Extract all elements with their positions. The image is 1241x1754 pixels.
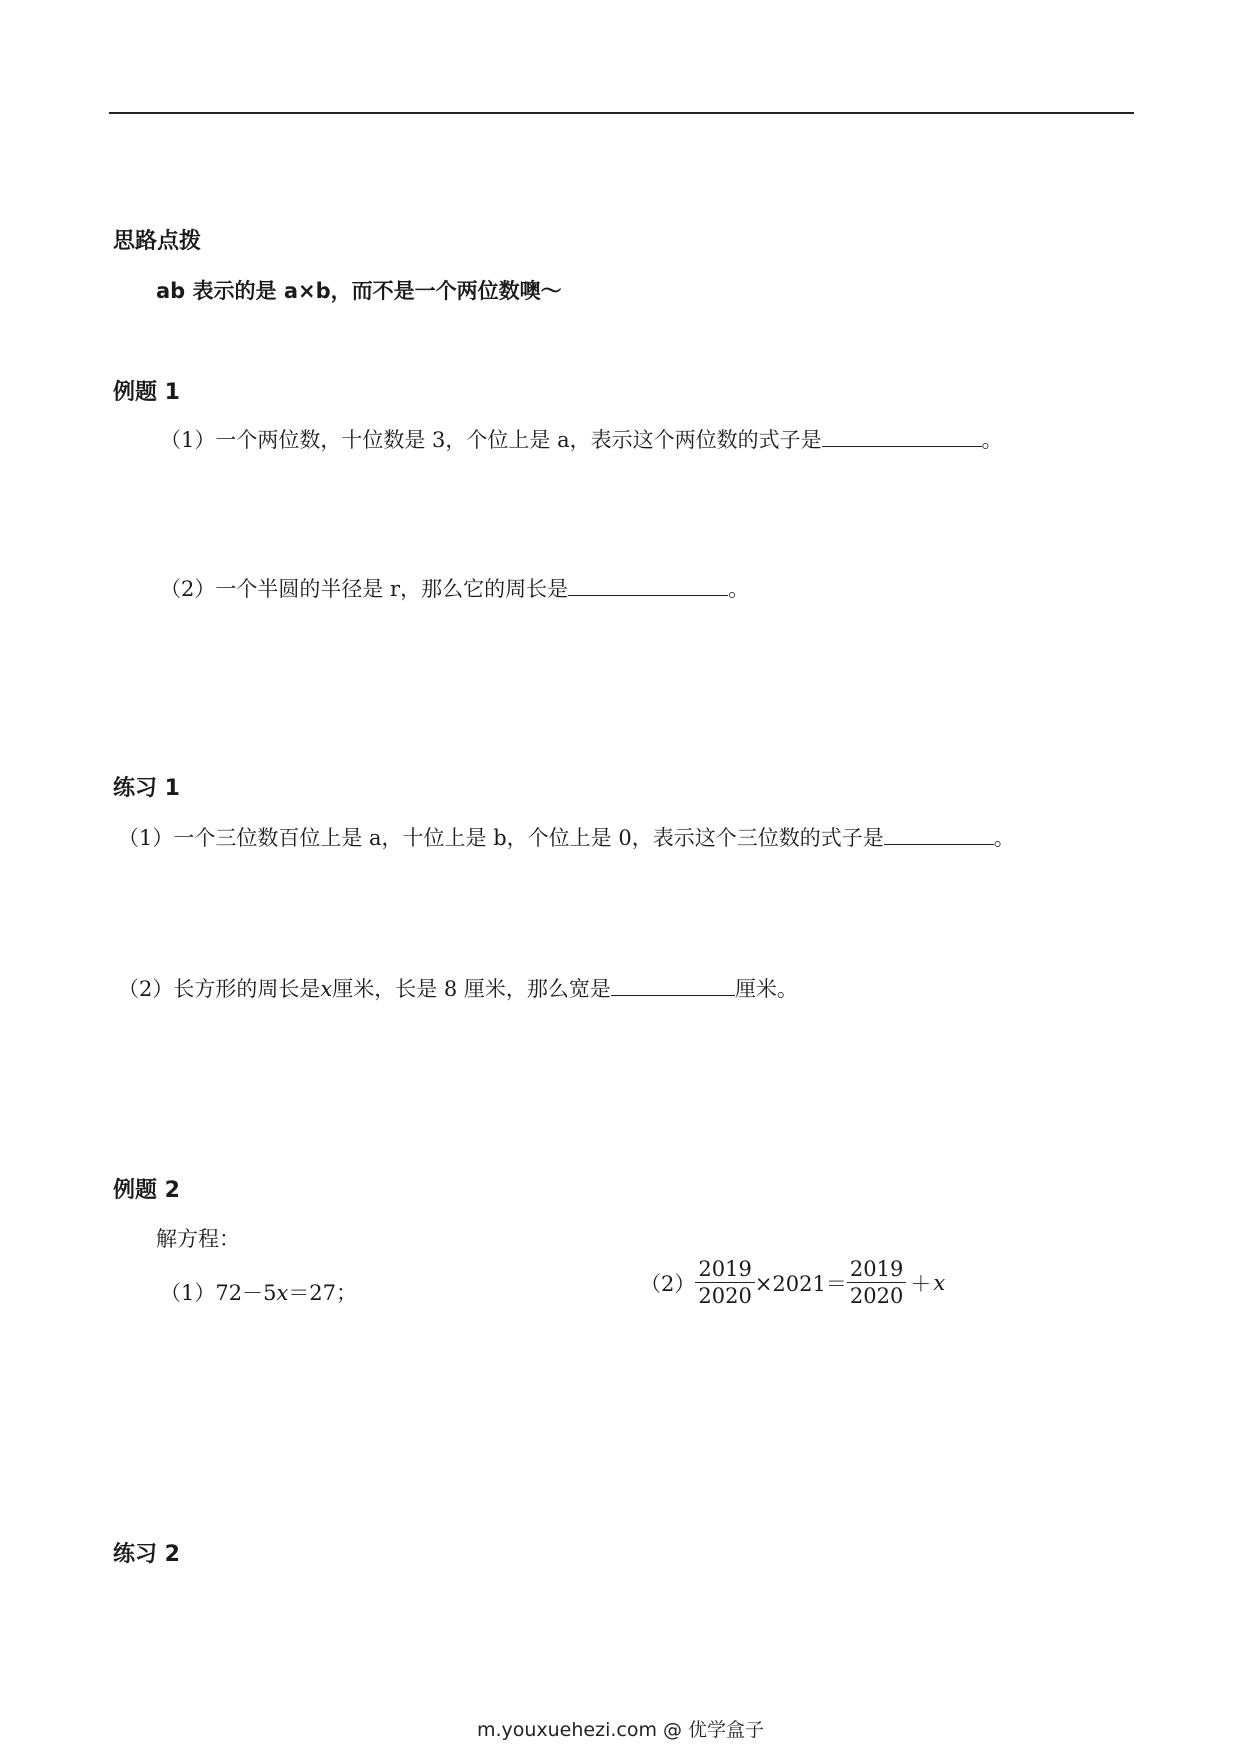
answer-blank[interactable]: [822, 424, 982, 447]
fraction-denominator: 2020: [698, 1284, 752, 1309]
fraction-numerator: 2019: [695, 1256, 754, 1283]
equation-right: ＝27；: [288, 1281, 358, 1305]
plus-sign: ＋: [910, 1271, 932, 1296]
answer-blank[interactable]: [568, 573, 728, 596]
fraction-denominator: 2020: [849, 1284, 904, 1309]
question-text: （2）长方形的周长是: [118, 977, 321, 1001]
example1-title: 例题 1: [113, 380, 180, 405]
example2-equation-1: [160, 1277, 357, 1307]
question-suffix: 。: [981, 428, 1003, 452]
practice2-title: 练习 2: [113, 1542, 180, 1567]
question-middle: 厘米，长是 8 厘米，那么宽是: [332, 977, 611, 1001]
question-text: （1）一个三位数百位上是 a，十位上是 b，个位上是 0，表示这个三位数的式子是: [118, 826, 884, 850]
fraction-2: [847, 1256, 906, 1310]
example1-question-1: [160, 424, 1003, 454]
example2-title: 例题 2: [113, 1178, 180, 1203]
question-suffix: 厘米。: [734, 977, 798, 1001]
variable-x: x: [276, 1281, 289, 1305]
example2-equation-2: [640, 1256, 945, 1310]
example2-intro: 解方程：: [156, 1227, 240, 1251]
hint-text: ab 表示的是 a×b，而不是一个两位数噢～: [156, 279, 562, 303]
variable-x: x: [320, 977, 333, 1001]
fraction-1: [695, 1256, 754, 1310]
example1-question-2: [160, 573, 749, 603]
variable-x: x: [933, 1270, 946, 1295]
equation-label: （2）: [640, 1271, 696, 1296]
practice1-question-1: [118, 822, 1015, 852]
equation-left: （1）72－5: [160, 1281, 277, 1305]
hint-title: 思路点拨: [113, 229, 202, 254]
answer-blank[interactable]: [884, 822, 994, 845]
practice1-title: 练习 1: [113, 776, 180, 801]
question-suffix: 。: [993, 826, 1015, 850]
fraction-numerator: 2019: [847, 1256, 906, 1283]
header-rule: [109, 112, 1134, 114]
question-text: （1）一个两位数，十位数是 3，个位上是 a，表示这个两位数的式子是: [160, 428, 822, 452]
question-text: （2）一个半圆的半径是 r，那么它的周长是: [160, 577, 569, 601]
question-suffix: 。: [728, 577, 750, 601]
footer-watermark[interactable]: m.youxuehezi.com @ 优学盒子: [476, 1719, 765, 1741]
practice1-question-2: [118, 973, 798, 1003]
equation-middle: ×2021＝: [754, 1271, 847, 1296]
answer-blank[interactable]: [611, 973, 735, 996]
